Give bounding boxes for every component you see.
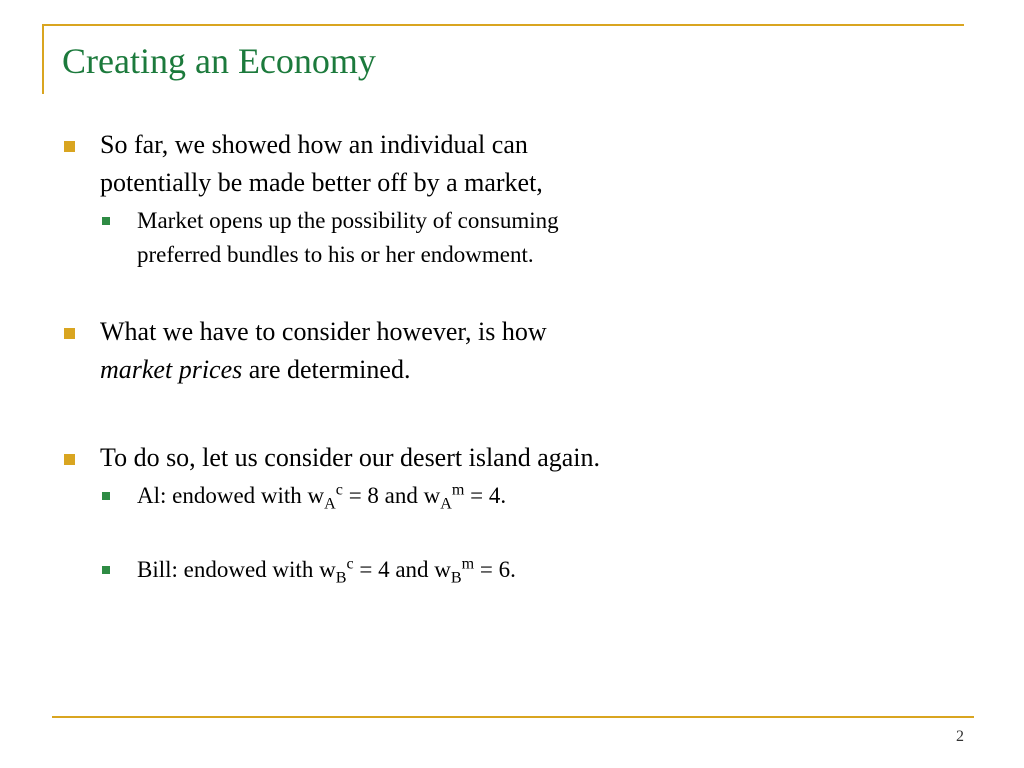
bottom-rule <box>52 716 974 718</box>
bullet-text: Al: endowed with w <box>137 483 325 508</box>
superscript: c <box>346 555 354 573</box>
bullet-line <box>100 351 962 389</box>
bullet-line: To do so, let us consider our desert island again. <box>100 443 601 472</box>
bullet-text: are determined. <box>242 355 411 384</box>
bullet-text: = 4. <box>464 483 507 508</box>
bullet-line <box>137 553 962 587</box>
bullet-line: So far, we showed how an individual can <box>100 130 528 159</box>
superscript: m <box>451 481 465 499</box>
bullet-line: potentially be made better off by a market, <box>100 168 543 197</box>
bullet-line: Market opens up the possibility of consuming <box>137 208 559 233</box>
subscript: B <box>450 569 462 587</box>
square-bullet-icon <box>102 566 110 574</box>
bullet-text: = 8 and w <box>342 483 441 508</box>
bullet-text: Bill: endowed with w <box>137 557 336 582</box>
sub-bullet-bill-endowment <box>62 553 962 587</box>
square-bullet-icon <box>64 141 75 152</box>
bullet-line <box>137 479 962 513</box>
top-rule <box>42 24 964 26</box>
subscript: A <box>440 495 452 513</box>
subscript: A <box>324 495 336 513</box>
square-bullet-icon <box>102 217 110 225</box>
superscript: c <box>335 481 343 499</box>
bullet-desert-island <box>62 439 962 477</box>
subscript: B <box>335 569 347 587</box>
square-bullet-icon <box>64 328 75 339</box>
bullet-line: preferred bundles to his or her endowment. <box>137 242 534 267</box>
superscript: m <box>461 555 475 573</box>
bullet-line: What we have to consider however, is how <box>100 317 547 346</box>
sub-bullet-al-endowment <box>62 479 962 513</box>
slide-body <box>62 126 962 587</box>
bullet-text: = 4 and w <box>353 557 451 582</box>
square-bullet-icon <box>64 454 75 465</box>
square-bullet-icon <box>102 492 110 500</box>
bullet-market-benefit <box>62 126 962 202</box>
bullet-market-prices <box>62 313 962 389</box>
page-number: 2 <box>956 728 964 745</box>
left-rule <box>42 24 44 94</box>
sub-bullet-market-opens <box>62 204 962 272</box>
slide-title: Creating an Economy <box>62 41 376 81</box>
bullet-text: = 6. <box>474 557 516 582</box>
emphasis-text: market prices <box>100 355 243 384</box>
